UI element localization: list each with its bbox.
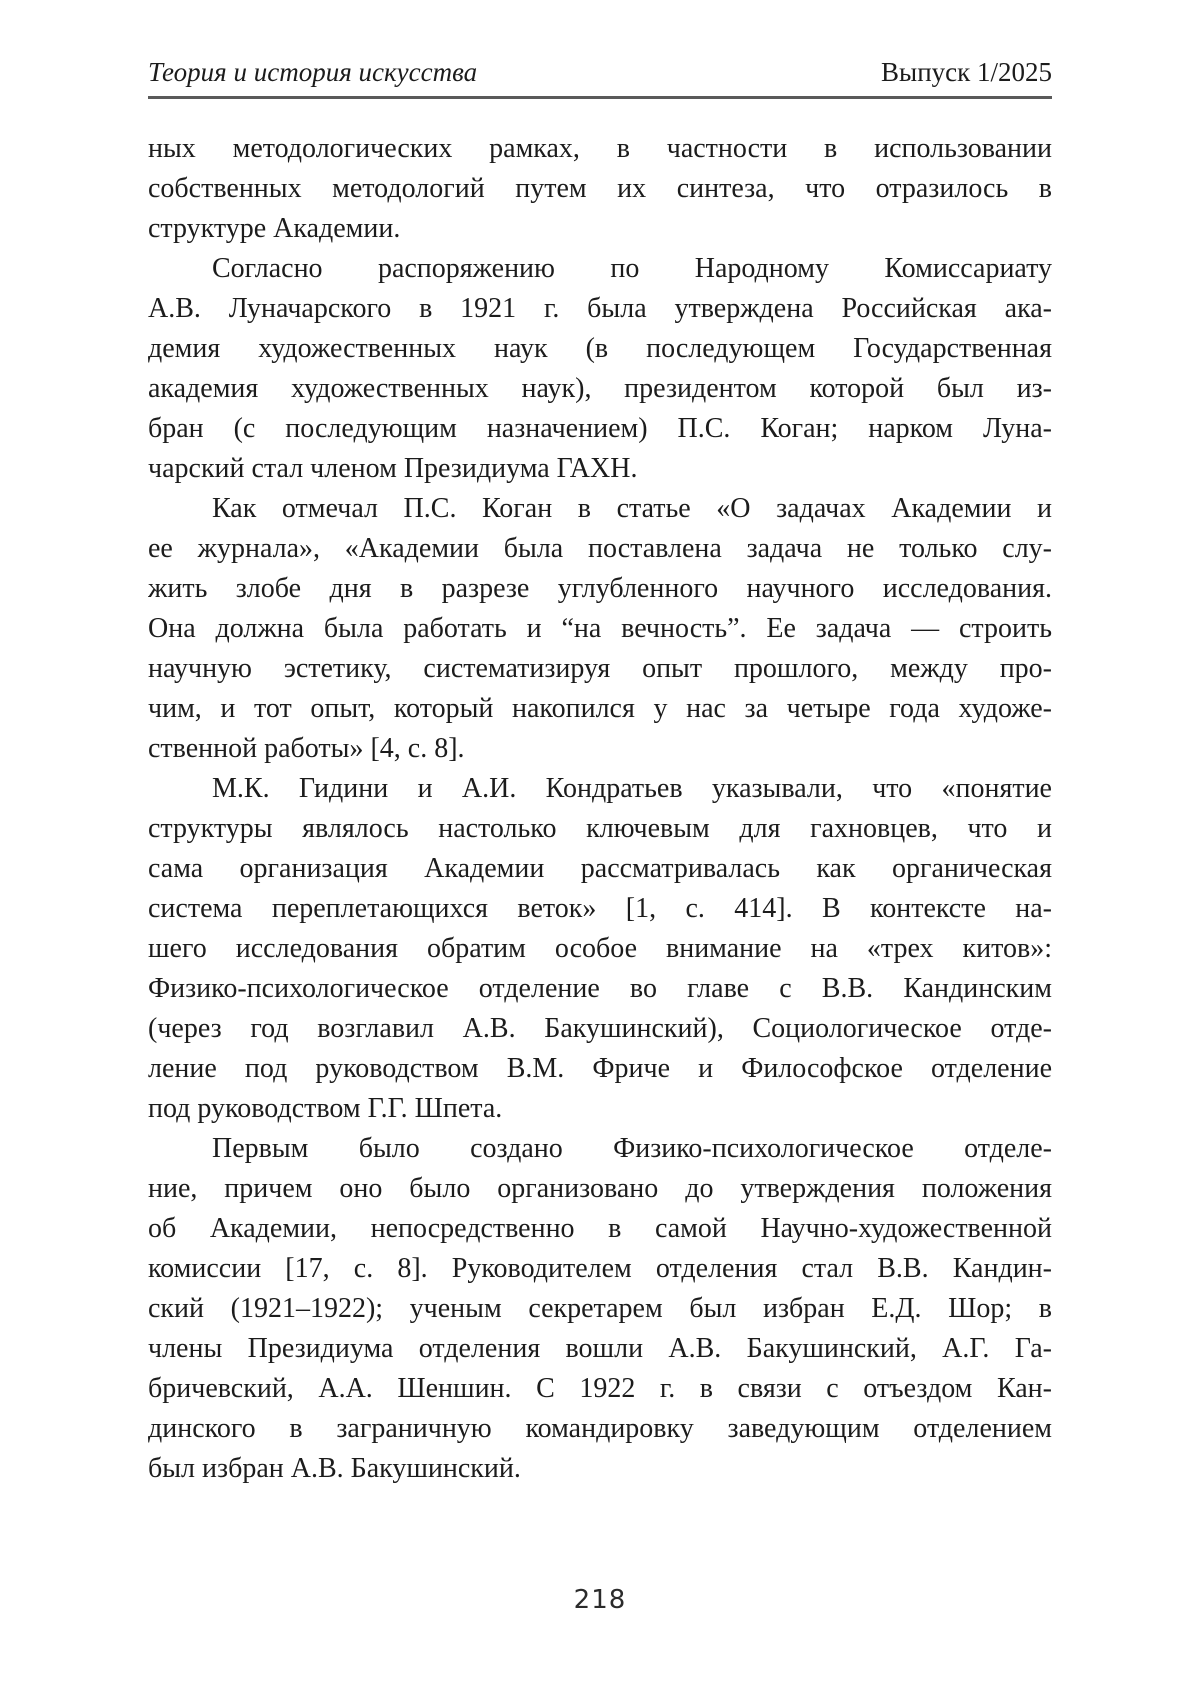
text-line: сама организация Академии рассматривалась как органическая xyxy=(148,853,1052,884)
paragraph xyxy=(148,1129,1052,1489)
text-line: жить злобе дня в разрезе углубленного научного исследования. xyxy=(148,573,1052,604)
text-line: об Академии, непосредственно в самой Научно-художественной xyxy=(148,1213,1052,1244)
text-line: ее журнала», «Академии была поставлена задача не только слу- xyxy=(148,533,1052,564)
text-line: Она должна была работать и “на вечность”. Ее задача — строить xyxy=(148,613,1052,644)
text-line: научную эстетику, систематизируя опыт прошлого, между про- xyxy=(148,653,1052,684)
text-line: ление под руководством В.М. Фриче и Философское отделение xyxy=(148,1053,1052,1084)
text-line: структуры являлось настолько ключевым для гахновцев, что и xyxy=(148,813,1052,844)
text-line: ных методологических рамках, в частности в использовании xyxy=(148,133,1052,164)
journal-title: Теория и история искусства xyxy=(148,57,478,87)
text-line: под руководством Г.Г. Шпета. xyxy=(148,1093,503,1124)
text-line: Первым было создано Физико-психологическое отделе- xyxy=(212,1133,1052,1164)
text-line: демия художественных наук (в последующем Государственная xyxy=(148,333,1052,364)
paragraph xyxy=(148,769,1052,1129)
text-line: собственных методологий путем их синтеза, что отразилось в xyxy=(148,173,1052,204)
text-line: система переплетающихся веток» [1, с. 414]. В контексте на- xyxy=(148,893,1052,924)
text-line: ние, причем оно было организовано до утверждения положения xyxy=(148,1173,1052,1204)
paragraph xyxy=(148,249,1052,489)
page-number: 218 xyxy=(573,1585,627,1615)
paragraph xyxy=(148,129,1052,249)
text-line: ственной работы» [4, с. 8]. xyxy=(148,733,465,764)
text-line: Как отмечал П.С. Коган в статье «О задачах Академии и xyxy=(212,493,1052,524)
article-body xyxy=(148,129,1052,1489)
text-line: Согласно распоряжению по Народному Комиссариату xyxy=(212,253,1052,284)
issue-label: Выпуск 1/2025 xyxy=(881,57,1052,87)
text-line: был избран А.В. Бакушинский. xyxy=(148,1453,521,1484)
text-line: члены Президиума отделения вошли А.В. Бакушинский, А.Г. Га- xyxy=(148,1333,1052,1364)
text-line: динского в заграничную командировку заведующим отделением xyxy=(148,1413,1052,1444)
text-line: бран (с последующим назначением) П.С. Коган; нарком Луна- xyxy=(148,413,1052,444)
text-line: чим, и тот опыт, который накопился у нас за четыре года художе- xyxy=(148,693,1052,724)
text-line: М.К. Гидини и А.И. Кондратьев указывали, что «понятие xyxy=(212,773,1052,804)
text-line: чарский стал членом Президиума ГАХН. xyxy=(148,453,638,484)
text-line: академия художественных наук), президентом которой был из- xyxy=(148,373,1052,404)
text-line: структуре Академии. xyxy=(148,213,401,244)
running-head xyxy=(148,56,1052,99)
paragraph xyxy=(148,489,1052,769)
text-line: шего исследования обратим особое внимание на «трех китов»: xyxy=(148,933,1052,964)
text-line: ский (1921–1922); ученым секретарем был избран Е.Д. Шор; в xyxy=(148,1293,1052,1324)
text-line: Физико-психологическое отделение во главе с В.В. Кандинским xyxy=(148,973,1052,1004)
text-line: бричевский, А.А. Шеншин. С 1922 г. в связи с отъездом Кан- xyxy=(148,1373,1052,1404)
text-line: А.В. Луначарского в 1921 г. была утверждена Российская ака- xyxy=(148,293,1052,324)
text-line: (через год возглавил А.В. Бакушинский), Социологическое отде- xyxy=(148,1013,1052,1044)
text-line: комиссии [17, с. 8]. Руководителем отделения стал В.В. Кандин- xyxy=(148,1253,1052,1284)
